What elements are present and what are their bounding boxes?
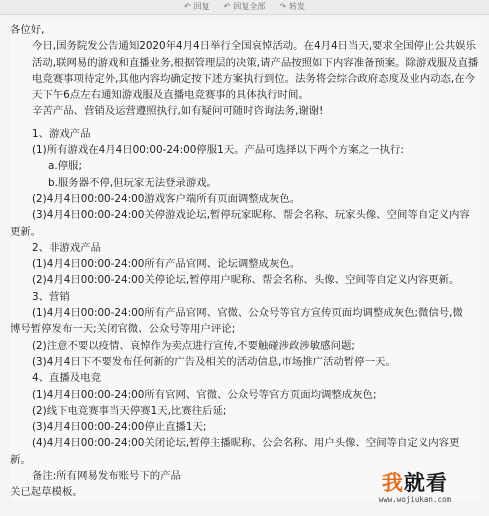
section-title-live-esports: 4、直播及电竞 [32, 372, 101, 385]
reply-all-label: 回复全部 [233, 2, 266, 11]
note-line: 关已起草模板。 [10, 486, 83, 499]
list-item: (1)所有游戏在4月4日00:00-24:00停服1天。产品可选择以下两个方案之一执行: [32, 144, 404, 157]
list-item-continuation: 新。 [10, 453, 31, 466]
watermark-title-rest: 就看 [403, 471, 448, 495]
paragraph-announcement: 今日,国务院发公告通知2020年4月4日举行全国哀悼活动。在4月4日当天,要求全国停止公共娱乐活动,联网易的游戏和直播业务,根据管理层的决策,请产品按照如下内容准备预案。除游戏服及直播电竞赛事项待定外,其他内容均确定按下述方案执行到位。法务将会综合政府态度及业内动态,在今天下午6点左右通知游戏服及直播电竞赛事的具体执行时间。 [32, 40, 479, 102]
reply-label: 回复 [193, 2, 210, 11]
reply-icon: ↶ [183, 2, 191, 11]
list-item-continuation: 更新。 [10, 225, 42, 238]
list-item: (2)注意不要以疫情、哀悼作为卖点进行宣传,不要触碰涉政涉敏感问题; [32, 339, 355, 352]
list-item: (1)4月4日00:00-24:00所有产品官网、论坛调整成灰色。 [32, 258, 301, 271]
list-item: (2)4月4日00:00-24:00关停论坛,暂停用户昵称、帮会名称、头像、空间等自定义内容更新。 [32, 274, 460, 287]
watermark-url: www.wojiukan.com [378, 495, 451, 504]
list-item: b.服务器不停,但玩家无法登录游戏。 [48, 176, 218, 189]
section-title-marketing: 3、营销 [32, 290, 70, 303]
forward-icon: ↷ [279, 2, 287, 11]
list-item: (3)4月4日下不要发布任何新的广告及相关的活动信息,市场推广活动暂停一天。 [32, 355, 396, 368]
forward-label: 转发 [289, 2, 306, 11]
section-title-non-games: 2、非游戏产品 [32, 241, 101, 254]
list-item: (2)线下电竞赛事当天停赛1天,比赛往后延; [32, 404, 227, 417]
reply-button[interactable] [184, 0, 210, 14]
watermark-title-first: 我 [381, 471, 404, 495]
watermark-logo [379, 467, 451, 504]
paragraph-thanks: 辛苦产品、营销及运营遵照执行,如有疑问可随时咨询法务,谢谢! [32, 105, 324, 118]
reply-all-icon: ↶ [223, 2, 231, 11]
watermark-title [379, 467, 451, 497]
reply-all-button[interactable] [224, 0, 266, 14]
list-item: (4)4月4日00:00-24:00关闭论坛,暂停主播昵称、公会名称、用户头像、空间等自定义内容更 [32, 437, 460, 450]
section-title-games: 1、游戏产品 [32, 127, 91, 140]
list-item: (1)4月4日00:00-24:00所有产品官网、官微、公众号等官方宣传页面均调整成灰色;微信号,微 [32, 307, 463, 320]
list-item: (3)4月4日00:00-24:00停止直播1天; [32, 421, 207, 434]
list-item: (2)4月4日00:00-24:00游戏客户端所有页面调整成灰色。 [32, 192, 301, 205]
mail-toolbar [0, 0, 489, 15]
list-item-continuation: 博号暂停发布一天;关闭官微、公众号等用户评论; [10, 323, 236, 336]
list-item: a.停服; [48, 160, 82, 173]
list-item: (3)4月4日00:00-24:00关停游戏论坛,暂停玩家昵称、帮会名称、玩家头像、空间等自定义内容 [32, 209, 470, 222]
note-line: 备注:所有网易发布账号下的产品 [32, 470, 181, 483]
mail-body [10, 22, 480, 501]
greeting: 各位好, [10, 24, 45, 36]
list-item: (1)4月4日00:00-24:00所有官网、官微、公众号等官方页面均调整成灰色; [32, 388, 377, 401]
forward-button[interactable] [279, 0, 305, 14]
